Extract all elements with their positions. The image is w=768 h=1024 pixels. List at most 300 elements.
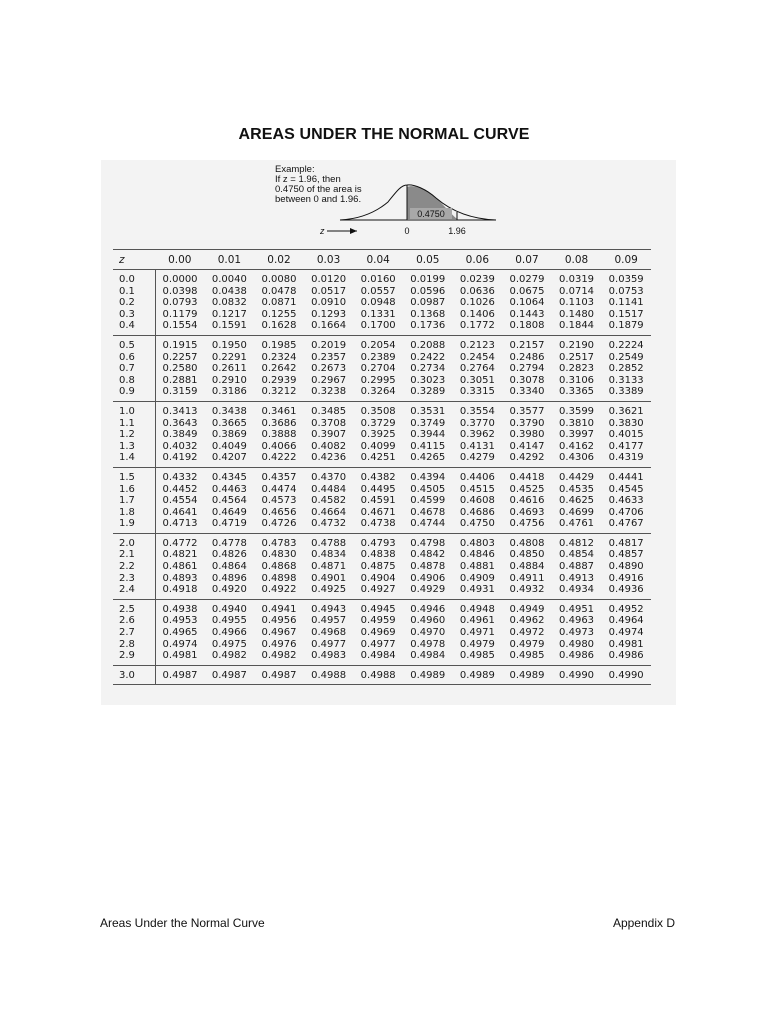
area-value-cell: 0.0832	[211, 297, 247, 309]
z-value-cell: 2.7	[113, 627, 155, 639]
area-value-cell: 0.4931	[459, 584, 495, 596]
area-value-cell: 0.0910	[311, 297, 347, 309]
footer-left: Areas Under the Normal Curve	[100, 916, 265, 930]
z-value-cell: 2.2	[113, 561, 155, 573]
area-value-cell: 0.4830	[261, 549, 297, 561]
area-value-cell: 0.4887	[559, 561, 595, 573]
area-value-cell: 0.4573	[261, 495, 297, 507]
area-value-cell: 0.4265	[410, 452, 446, 464]
z-value-cell: 0.0	[113, 270, 155, 286]
area-value-cell: 0.4932	[509, 584, 545, 596]
area-value-cell: 0.3023	[410, 374, 446, 386]
area-value-cell: 0.2190	[552, 335, 602, 351]
area-value-cell: 0.4925	[311, 584, 347, 596]
page-title: AREAS UNDER THE NORMAL CURVE	[238, 126, 530, 143]
area-value-cell: 0.4955	[211, 615, 247, 627]
table-row	[113, 320, 651, 335]
area-value-cell: 0.4846	[459, 549, 495, 561]
z-value-cell: 2.0	[113, 533, 155, 549]
area-value-cell: 0.4608	[459, 495, 495, 507]
area-value-cell: 0.4554	[162, 495, 198, 507]
table-row	[113, 484, 651, 496]
area-value-cell: 0.4890	[608, 561, 644, 573]
area-value-cell: 0.3078	[509, 374, 545, 386]
column-header: 0.01	[205, 250, 255, 270]
area-value-cell: 0.4505	[410, 483, 446, 495]
area-value-cell: 0.4207	[211, 452, 247, 464]
table-row	[113, 363, 651, 375]
z-value-cell: 3.0	[113, 665, 155, 685]
area-value-cell: 0.4842	[410, 549, 446, 561]
area-value-cell: 0.4981	[608, 638, 644, 650]
area-value-cell: 0.4222	[261, 452, 297, 464]
table-row	[113, 584, 651, 599]
area-value-cell: 0.4633	[608, 495, 644, 507]
table-row	[113, 375, 651, 387]
area-value-cell: 0.4418	[502, 467, 552, 483]
z-value-cell: 0.2	[113, 297, 155, 309]
area-value-cell: 0.3962	[459, 429, 495, 441]
area-value-cell: 0.4927	[360, 584, 396, 596]
table-row	[113, 418, 651, 430]
area-value-cell: 0.1217	[211, 308, 247, 320]
area-value-cell: 0.4706	[608, 506, 644, 518]
column-header: 0.06	[453, 250, 503, 270]
area-value-cell: 0.3340	[509, 386, 545, 398]
area-value-cell: 0.2224	[601, 335, 651, 351]
area-value-cell: 0.2939	[261, 374, 297, 386]
axis-zero-label: 0	[404, 226, 410, 236]
area-value-cell: 0.4938	[155, 599, 205, 615]
area-value-cell: 0.3944	[410, 429, 446, 441]
area-value-cell: 0.4826	[211, 549, 247, 561]
area-value-cell: 0.4936	[608, 584, 644, 596]
area-label: 0.4750	[417, 209, 445, 219]
table-row	[113, 335, 651, 351]
area-value-cell: 0.4452	[162, 483, 198, 495]
area-value-cell: 0.0753	[608, 285, 644, 297]
area-value-cell: 0.4656	[261, 506, 297, 518]
area-value-cell: 0.1406	[459, 308, 495, 320]
area-value-cell: 0.4803	[453, 533, 503, 549]
area-value-cell: 0.4147	[509, 440, 545, 452]
area-value-cell: 0.4893	[162, 572, 198, 584]
area-value-cell: 0.3849	[162, 429, 198, 441]
table-row	[113, 441, 651, 453]
area-value-cell: 0.1179	[162, 308, 198, 320]
area-value-cell: 0.3413	[155, 401, 205, 417]
area-value-cell: 0.4838	[360, 549, 396, 561]
table-row	[113, 495, 651, 507]
area-value-cell: 0.2019	[304, 335, 354, 351]
area-value-cell: 0.3106	[559, 374, 595, 386]
area-value-cell: 0.4699	[559, 506, 595, 518]
area-value-cell: 0.4798	[403, 533, 453, 549]
area-value-cell: 0.4664	[311, 506, 347, 518]
area-value-cell: 0.4918	[162, 584, 198, 596]
z-value-cell: 0.9	[113, 386, 155, 401]
area-value-cell: 0.2673	[311, 363, 347, 375]
area-value-cell: 0.4871	[311, 561, 347, 573]
area-value-cell: 0.3643	[162, 417, 198, 429]
z-value-cell: 2.3	[113, 573, 155, 585]
area-value-cell: 0.4976	[261, 638, 297, 650]
area-value-cell: 0.2257	[162, 351, 198, 363]
area-value-cell: 0.0987	[410, 297, 446, 309]
area-value-cell: 0.2088	[403, 335, 453, 351]
area-value-cell: 0.4357	[254, 467, 304, 483]
column-header: 0.07	[502, 250, 552, 270]
area-value-cell: 0.2910	[211, 374, 247, 386]
area-value-cell: 0.2549	[608, 351, 644, 363]
area-value-cell: 0.3980	[509, 429, 545, 441]
area-value-cell: 0.4251	[360, 452, 396, 464]
arrow-head-icon	[350, 228, 357, 234]
area-value-cell: 0.3749	[410, 417, 446, 429]
area-value-cell: 0.4949	[502, 599, 552, 615]
area-value-cell: 0.2291	[211, 351, 247, 363]
area-value-cell: 0.4971	[459, 627, 495, 639]
z-value-cell: 1.1	[113, 418, 155, 430]
area-value-cell: 0.4929	[410, 584, 446, 596]
area-value-cell: 0.1026	[459, 297, 495, 309]
area-value-cell: 0.3133	[608, 374, 644, 386]
area-value-cell: 0.2486	[509, 351, 545, 363]
area-value-cell: 0.3577	[502, 401, 552, 417]
area-value-cell: 0.4946	[403, 599, 453, 615]
z-value-cell: 1.8	[113, 507, 155, 519]
area-value-cell: 0.3238	[311, 386, 347, 398]
z-value-cell: 1.0	[113, 401, 155, 417]
area-value-cell: 0.0239	[459, 274, 495, 285]
area-value-cell: 0.3186	[211, 386, 247, 398]
area-value-cell: 0.4306	[559, 452, 595, 464]
area-value-cell: 0.4868	[261, 561, 297, 573]
table-row	[113, 650, 651, 665]
area-value-cell: 0.4979	[459, 638, 495, 650]
area-value-cell: 0.1628	[261, 320, 297, 332]
footer-right: Appendix D	[612, 916, 675, 930]
area-value-cell: 0.0359	[608, 274, 644, 285]
area-value-cell: 0.4370	[304, 467, 354, 483]
table-row	[113, 573, 651, 585]
area-value-cell: 0.0871	[261, 297, 297, 309]
column-header: 0.05	[403, 250, 453, 270]
column-header: 0.08	[552, 250, 602, 270]
area-value-cell: 0.4974	[608, 627, 644, 639]
area-value-cell: 0.3264	[360, 386, 396, 398]
area-value-cell: 0.4821	[162, 549, 198, 561]
area-value-cell: 0.3159	[162, 386, 198, 398]
area-value-cell: 0.2580	[162, 363, 198, 375]
area-value-cell: 0.4726	[261, 518, 297, 530]
area-value-cell: 0.4463	[211, 483, 247, 495]
area-value-cell: 0.4987	[254, 665, 304, 685]
area-value-cell: 0.1736	[410, 320, 446, 332]
table-row	[113, 639, 651, 651]
area-value-cell: 0.4049	[211, 440, 247, 452]
area-value-cell: 0.3051	[459, 374, 495, 386]
area-value-cell: 0.1808	[509, 320, 545, 332]
area-value-cell: 0.4382	[353, 467, 403, 483]
table-row	[113, 401, 651, 417]
example-line: Example:	[275, 164, 315, 175]
example-line: If z = 1.96, then	[275, 174, 341, 185]
area-value-cell: 0.2852	[608, 363, 644, 375]
area-value-cell: 0.4772	[155, 533, 205, 549]
area-value-cell: 0.4515	[459, 483, 495, 495]
area-value-cell: 0.2967	[311, 374, 347, 386]
z-value-cell: 0.6	[113, 352, 155, 364]
area-value-cell: 0.1480	[559, 308, 595, 320]
area-value-cell: 0.4980	[559, 638, 595, 650]
area-value-cell: 0.1664	[311, 320, 347, 332]
table-row	[113, 549, 651, 561]
row-group	[113, 533, 651, 599]
z-column-header: z	[113, 250, 155, 270]
area-value-cell: 0.3708	[311, 417, 347, 429]
area-value-cell: 0.4878	[410, 561, 446, 573]
area-value-cell: 0.4319	[608, 452, 644, 464]
area-value-cell: 0.4973	[559, 627, 595, 639]
area-value-cell: 0.4952	[601, 599, 651, 615]
area-value-cell: 0.3508	[353, 401, 403, 417]
area-value-cell: 0.4940	[205, 599, 255, 615]
row-group	[113, 599, 651, 665]
row-group	[113, 665, 651, 685]
area-value-cell: 0.4525	[509, 483, 545, 495]
area-value-cell: 0.4875	[360, 561, 396, 573]
area-value-cell: 0.4732	[311, 518, 347, 530]
area-value-cell: 0.3212	[261, 386, 297, 398]
table-row	[113, 518, 651, 533]
area-value-cell: 0.3485	[304, 401, 354, 417]
area-value-cell: 0.2517	[559, 351, 595, 363]
z-value-cell: 0.8	[113, 375, 155, 387]
area-value-cell: 0.4968	[311, 627, 347, 639]
area-value-cell: 0.4719	[211, 518, 247, 530]
area-value-cell: 0.4394	[403, 467, 453, 483]
area-value-cell: 0.4854	[559, 549, 595, 561]
area-value-cell: 0.4965	[162, 627, 198, 639]
area-value-cell: 0.4970	[410, 627, 446, 639]
area-value-cell: 0.4817	[601, 533, 651, 549]
area-value-cell: 0.2881	[162, 374, 198, 386]
area-value-cell: 0.3665	[211, 417, 247, 429]
area-value-cell: 0.4909	[459, 572, 495, 584]
column-header: 0.04	[353, 250, 403, 270]
area-value-cell: 0.4963	[559, 615, 595, 627]
area-value-cell: 0.4989	[403, 665, 453, 685]
z-value-cell: 2.6	[113, 615, 155, 627]
column-header: 0.00	[155, 250, 205, 270]
area-value-cell: 0.4599	[410, 495, 446, 507]
area-value-cell: 0.4292	[509, 452, 545, 464]
table-row	[113, 452, 651, 467]
area-value-cell: 0.4564	[211, 495, 247, 507]
area-value-cell: 0.4649	[211, 506, 247, 518]
area-value-cell: 0.4783	[254, 533, 304, 549]
area-value-cell: 0.4986	[559, 650, 595, 662]
area-value-cell: 0.4793	[353, 533, 403, 549]
z-value-cell: 0.7	[113, 363, 155, 375]
area-value-cell: 0.0517	[311, 285, 347, 297]
axis-var-label: z	[320, 226, 325, 236]
area-value-cell: 0.2422	[410, 351, 446, 363]
table-row	[113, 297, 651, 309]
area-value-cell: 0.2995	[360, 374, 396, 386]
table-header-row	[113, 250, 651, 270]
area-value-cell: 0.4948	[453, 599, 503, 615]
area-value-cell: 0.1950	[205, 335, 255, 351]
area-value-cell: 0.4972	[509, 627, 545, 639]
area-value-cell: 0.4641	[162, 506, 198, 518]
z-value-cell: 2.1	[113, 549, 155, 561]
area-value-cell: 0.4967	[261, 627, 297, 639]
area-value-cell: 0.4987	[155, 665, 205, 685]
area-value-cell: 0.4236	[311, 452, 347, 464]
area-value-cell: 0.4957	[311, 615, 347, 627]
area-value-cell: 0.4671	[360, 506, 396, 518]
table-row	[113, 665, 651, 685]
area-value-cell: 0.2357	[311, 351, 347, 363]
area-value-cell: 0.2123	[453, 335, 503, 351]
area-value-cell: 0.4861	[162, 561, 198, 573]
area-value-cell: 0.2157	[502, 335, 552, 351]
area-value-cell: 0.0714	[559, 285, 595, 297]
area-value-cell: 0.4474	[261, 483, 297, 495]
area-value-cell: 0.4429	[552, 467, 602, 483]
area-value-cell: 0.4901	[311, 572, 347, 584]
area-value-cell: 0.4922	[261, 584, 297, 596]
area-value-cell: 0.3531	[403, 401, 453, 417]
z-value-cell: 2.5	[113, 599, 155, 615]
area-value-cell: 0.4177	[608, 440, 644, 452]
area-value-cell: 0.3810	[559, 417, 595, 429]
area-value-cell: 0.2389	[360, 351, 396, 363]
column-header: 0.09	[601, 250, 651, 270]
area-value-cell: 0.4969	[360, 627, 396, 639]
area-value-cell: 0.4345	[205, 467, 255, 483]
area-value-cell: 0.4975	[211, 638, 247, 650]
table-row	[113, 599, 651, 615]
area-value-cell: 0.2764	[459, 363, 495, 375]
area-value-cell: 0.4984	[410, 650, 446, 662]
area-value-cell: 0.4115	[410, 440, 446, 452]
area-value-cell: 0.3790	[509, 417, 545, 429]
table-row	[113, 467, 651, 483]
table-row	[113, 309, 651, 321]
area-value-cell: 0.4977	[360, 638, 396, 650]
area-value-cell: 0.1879	[608, 320, 644, 332]
area-value-cell: 0.0000	[162, 274, 198, 285]
area-value-cell: 0.4279	[459, 452, 495, 464]
area-value-cell: 0.1443	[509, 308, 545, 320]
area-value-cell: 0.4979	[509, 638, 545, 650]
area-value-cell: 0.3729	[360, 417, 396, 429]
area-value-cell: 0.4985	[509, 650, 545, 662]
area-value-cell: 0.4906	[410, 572, 446, 584]
area-value-cell: 0.2794	[509, 363, 545, 375]
area-value-cell: 0.4896	[211, 572, 247, 584]
table-row	[113, 627, 651, 639]
area-value-cell: 0.3438	[205, 401, 255, 417]
area-value-cell: 0.4032	[162, 440, 198, 452]
area-value-cell: 0.1331	[360, 308, 396, 320]
area-value-cell: 0.4945	[353, 599, 403, 615]
z-value-cell: 1.4	[113, 452, 155, 467]
area-value-cell: 0.4545	[608, 483, 644, 495]
area-value-cell: 0.2454	[459, 351, 495, 363]
example-line: 0.4750 of the area is	[275, 184, 362, 195]
area-value-cell: 0.4686	[459, 506, 495, 518]
z-value-cell: 2.9	[113, 650, 155, 665]
area-value-cell: 0.4850	[509, 549, 545, 561]
table-row	[113, 615, 651, 627]
area-value-cell: 0.4812	[552, 533, 602, 549]
z-value-cell: 1.9	[113, 518, 155, 533]
area-value-cell: 0.1368	[410, 308, 446, 320]
table-row	[113, 386, 651, 401]
area-value-cell: 0.1293	[311, 308, 347, 320]
area-value-cell: 0.4966	[211, 627, 247, 639]
area-value-cell: 0.4990	[601, 665, 651, 685]
z-value-cell: 0.4	[113, 320, 155, 335]
example-line: between 0 and 1.96.	[275, 194, 362, 205]
area-value-cell: 0.4988	[353, 665, 403, 685]
area-value-cell: 0.4962	[509, 615, 545, 627]
area-value-cell: 0.2823	[559, 363, 595, 375]
area-value-cell: 0.3925	[360, 429, 396, 441]
area-value-cell: 0.1985	[254, 335, 304, 351]
area-value-cell: 0.0040	[211, 274, 247, 285]
table-row	[113, 270, 651, 286]
area-value-cell: 0.4015	[608, 429, 644, 441]
area-value-cell: 0.3554	[453, 401, 503, 417]
z-value-cell: 1.6	[113, 484, 155, 496]
area-value-cell: 0.0596	[410, 285, 446, 297]
area-value-cell: 0.4913	[559, 572, 595, 584]
area-value-cell: 0.4767	[608, 518, 644, 530]
area-value-cell: 0.4441	[601, 467, 651, 483]
area-value-cell: 0.1141	[608, 297, 644, 309]
area-value-cell: 0.0948	[360, 297, 396, 309]
area-value-cell: 0.4981	[162, 650, 198, 662]
area-value-cell: 0.4953	[162, 615, 198, 627]
area-value-cell: 0.4678	[410, 506, 446, 518]
area-value-cell: 0.1591	[211, 320, 247, 332]
area-value-cell: 0.3686	[261, 417, 297, 429]
area-value-cell: 0.4990	[552, 665, 602, 685]
area-value-cell: 0.4808	[502, 533, 552, 549]
z-value-cell: 0.3	[113, 309, 155, 321]
area-value-cell: 0.0675	[509, 285, 545, 297]
area-value-cell: 0.1700	[360, 320, 396, 332]
z-value-cell: 1.7	[113, 495, 155, 507]
area-value-cell: 0.4591	[360, 495, 396, 507]
area-value-cell: 0.3599	[552, 401, 602, 417]
area-value-cell: 0.4985	[459, 650, 495, 662]
area-value-cell: 0.4982	[211, 650, 247, 662]
area-value-cell: 0.1517	[608, 308, 644, 320]
table-row	[113, 533, 651, 549]
area-value-cell: 0.2642	[261, 363, 297, 375]
area-value-cell: 0.4192	[162, 452, 198, 464]
area-value-cell: 0.4495	[360, 483, 396, 495]
area-value-cell: 0.1554	[162, 320, 198, 332]
area-value-cell: 0.4898	[261, 572, 297, 584]
area-value-cell: 0.4934	[559, 584, 595, 596]
